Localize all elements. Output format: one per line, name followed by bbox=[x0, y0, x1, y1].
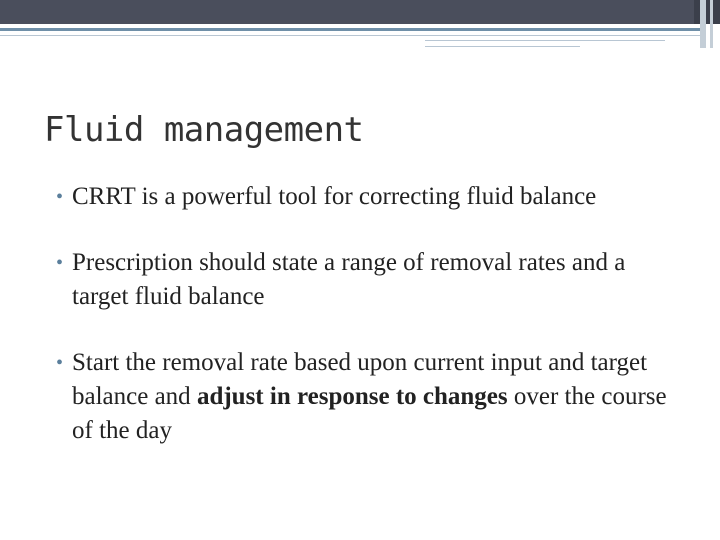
bullet-item-2 bbox=[56, 246, 676, 314]
bullet-list bbox=[56, 180, 676, 480]
accent-line-shorter bbox=[425, 46, 580, 47]
bullet-item-3 bbox=[56, 346, 676, 448]
accent-line-thin bbox=[0, 35, 700, 36]
bullet-text: Prescription should state a range of removal rates and a target fluid balance bbox=[72, 249, 626, 310]
accent-line bbox=[0, 28, 700, 31]
header-bar bbox=[0, 0, 720, 24]
bullet-text-emphasis: adjust in response to changes bbox=[196, 383, 508, 410]
bullet-item-1 bbox=[56, 180, 676, 214]
bullet-text-end: over the course of the day bbox=[72, 383, 667, 444]
slide-title: Fluid management bbox=[44, 110, 364, 150]
header-bar-cap bbox=[694, 0, 720, 24]
bullet-icon: • bbox=[56, 186, 64, 208]
bullet-icon: • bbox=[56, 252, 64, 274]
bullet-text-start: Start the removal rate based upon current input and target balance and bbox=[72, 349, 648, 410]
decorative-vertical-bar-thin bbox=[710, 0, 713, 48]
bullet-icon: • bbox=[56, 352, 64, 374]
decorative-vertical-bar bbox=[700, 0, 706, 48]
bullet-text: CRRT is a powerful tool for correcting fluid balance bbox=[72, 183, 597, 210]
accent-line-short bbox=[425, 40, 665, 41]
